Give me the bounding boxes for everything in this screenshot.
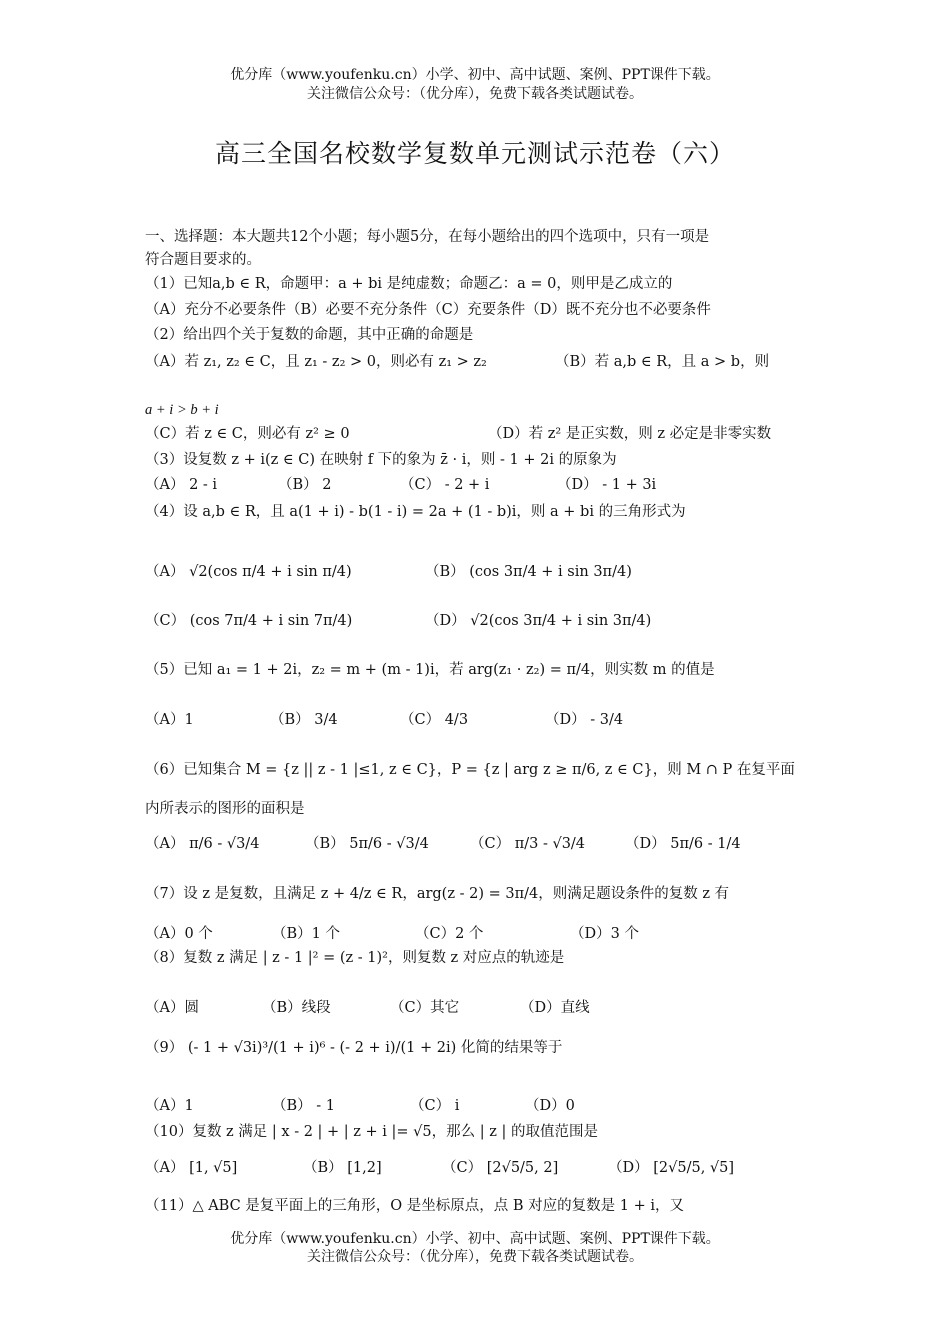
q9-option-c: （C） i [410, 1098, 460, 1114]
q5-stem: （5）已知 a₁ = 1 + 2i，z₂ = m + (m - 1)i，若 arg(z₁ · z₂) = π/4，则实数 m 的值是 [145, 662, 715, 678]
q6-stem: （6）已知集合 M = {z || z - 1 |≤1, z ∈ C}，P = {z | arg z ≥ π/6, z ∈ C}，则 M ∩ P 在复平面 [145, 762, 795, 778]
section-heading-cont: 符合题目要求的。 [145, 252, 261, 268]
q10-option-d: （D） [2√5/5, √5] [608, 1160, 735, 1176]
q10-option-b: （B） [1,2] [303, 1160, 382, 1176]
q8-option-c: （C）其它 [390, 1000, 460, 1016]
section-heading: 一、选择题：本大题共12个小题；每小题5分，在每小题给出的四个选项中，只有一项是 [145, 229, 710, 245]
q8-option-a: （A）圆 [145, 1000, 199, 1016]
q9-option-b: （B） - 1 [272, 1098, 335, 1114]
q10-stem: （10）复数 z 满足 | x - 2 | + | z + i |= √5，那么 | z | 的取值范围是 [145, 1124, 598, 1140]
q3-option-c: （C） - 2 + i [400, 477, 490, 493]
q9-option-a: （A）1 [145, 1098, 194, 1114]
q5-option-d: （D） - 3/4 [545, 712, 624, 728]
q3-option-a: （A） 2 - i [145, 477, 218, 493]
q2-option-a: （A）若 z₁, z₂ ∈ C，且 z₁ - z₂ > 0，则必有 z₁ > z₂ [145, 354, 487, 370]
q7-option-d: （D）3 个 [570, 926, 639, 942]
site-banner-line-2: 关注微信公众号：（优分库），免费下载各类试题试卷。 [307, 86, 643, 102]
footer-banner-line-2: 关注微信公众号：（优分库），免费下载各类试题试卷。 [307, 1249, 643, 1265]
q8-option-d: （D）直线 [520, 1000, 590, 1016]
q9-stem: （9） (- 1 + √3i)³/(1 + i)⁶ - (- 2 + i)/(1 + 2i) 化简的结果等于 [145, 1040, 563, 1056]
q1-options: （A）充分不必要条件（B）必要不充分条件（C）充要条件（D）既不充分也不必要条件 [145, 302, 711, 318]
q6-option-d: （D） 5π/6 - 1/4 [625, 836, 741, 852]
q7-option-c: （C）2 个 [415, 926, 484, 942]
footer-banner-line-1: 优分库（www.youfenku.cn）小学、初中、高中试题、案例、PPT课件下载。 [230, 1231, 720, 1247]
q3-stem: （3）设复数 z + i(z ∈ C) 在映射 f 下的象为 z̄ · i，则 - 1 + 2i 的原象为 [145, 452, 617, 468]
q9-option-d: （D）0 [525, 1098, 575, 1114]
q6-option-b: （B） 5π/6 - √3/4 [305, 836, 429, 852]
q11-stem: （11）△ ABC 是复平面上的三角形，O 是坐标原点，点 B 对应的复数是 1 + i，又 [145, 1198, 685, 1214]
q10-option-a: （A） [1, √5] [145, 1160, 238, 1176]
q6-option-a: （A） π/6 - √3/4 [145, 836, 260, 852]
q8-option-b: （B）线段 [262, 1000, 331, 1016]
q7-option-b: （B）1 个 [272, 926, 340, 942]
q2-option-b: （B）若 a,b ∈ R，且 a > b，则 [555, 354, 770, 370]
q3-option-d: （D） - 1 + 3i [557, 477, 657, 493]
q2-option-b-tail: a + i > b + i [145, 402, 219, 418]
q5-option-c: （C） 4/3 [400, 712, 469, 728]
q7-option-a: （A）0 个 [145, 926, 213, 942]
q3-option-b: （B） 2 [278, 477, 332, 493]
q8-stem: （8）复数 z 满足 | z - 1 |² = (z - 1)²，则复数 z 对应点的轨迹是 [145, 950, 565, 966]
site-banner-line-1: 优分库（www.youfenku.cn）小学、初中、高中试题、案例、PPT课件下载。 [230, 67, 720, 83]
q6-stem-cont: 内所表示的图形的面积是 [145, 801, 305, 817]
q4-stem: （4）设 a,b ∈ R，且 a(1 + i) - b(1 - i) = 2a + (1 - b)i，则 a + bi 的三角形式为 [145, 504, 686, 520]
q1-stem: （1）已知a,b ∈ R，命题甲：a + bi 是纯虚数；命题乙：a = 0，则甲是乙成立的 [145, 276, 673, 292]
q4-option-c: （C） (cos 7π/4 + i sin 7π/4) [145, 613, 353, 629]
q5-option-b: （B） 3/4 [270, 712, 338, 728]
q4-option-d: （D） √2(cos 3π/4 + i sin 3π/4) [425, 613, 652, 629]
q10-option-c: （C） [2√5/5, 2] [442, 1160, 559, 1176]
page-title: 高三全国名校数学复数单元测试示范卷（六） [214, 139, 735, 168]
q5-option-a: （A）1 [145, 712, 194, 728]
q7-stem: （7）设 z 是复数，且满足 z + 4/z ∈ R，arg(z - 2) = 3π/4，则满足题设条件的复数 z 有 [145, 886, 730, 902]
q2-option-c: （C）若 z ∈ C，则必有 z² ≥ 0 [145, 426, 350, 442]
q2-stem: （2）给出四个关于复数的命题，其中正确的命题是 [145, 327, 474, 343]
q2-option-d: （D）若 z² 是正实数，则 z 必定是非零实数 [488, 426, 772, 442]
q6-option-c: （C） π/3 - √3/4 [470, 836, 586, 852]
q4-option-b: （B） (cos 3π/4 + i sin 3π/4) [425, 564, 632, 580]
q4-option-a: （A） √2(cos π/4 + i sin π/4) [145, 564, 352, 580]
